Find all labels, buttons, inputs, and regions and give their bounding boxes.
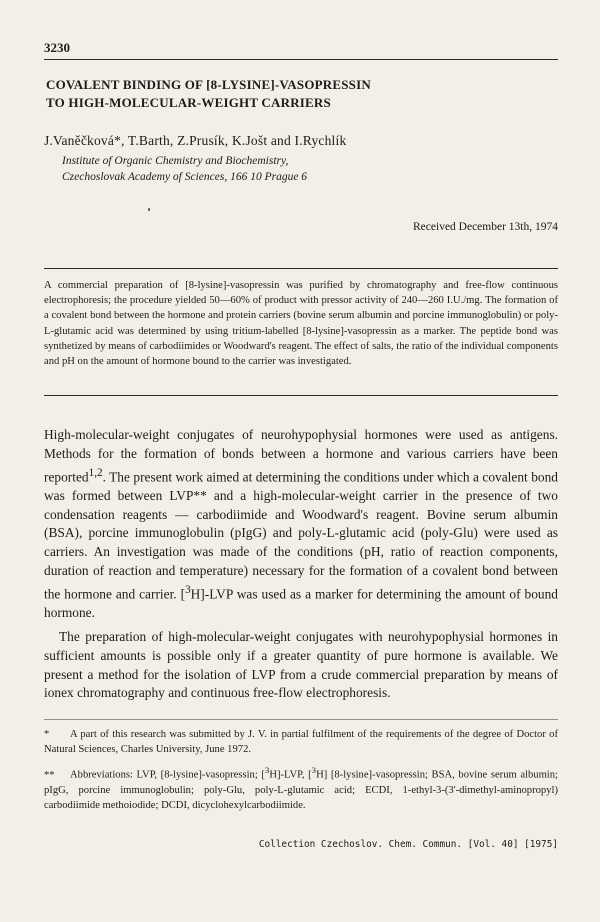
title-line-1: COVALENT BINDING OF [8-LYSINE]-VASOPRESSIN: [46, 77, 371, 92]
footnote-2: [44, 763, 558, 813]
footnote-2-text-a: Abbreviations: LVP, [8-lysine]-vasopressin; [: [70, 769, 265, 781]
paragraph-1: [44, 426, 558, 623]
footnote-2-text-c: H] [8-lysine]-vasopressin; BSA, bovine serum albumin; pIgG, porcine immunoglobulin; poly-Glu, poly-L-glutamic acid; ECDI, 1-ethyl-3-(3'-dimethyl-aminopropyl) carbodiimide methoiodide; DCDI, dicyclohexylcarbodiimide.: [44, 769, 558, 812]
paragraph-2: The preparation of high-molecular-weight conjugates with neurohypophysial hormones in sufficient amounts is possible only if a greater quantity of pure hormone is available. We present a method for the isolation of LVP from a crude commercial preparation by means of ionex chromatography and continuous free-flow electrophoresis.: [44, 628, 558, 701]
journal-citation: Collection Czechoslov. Chem. Commun. [Vol. 40] [1975]: [258, 839, 558, 850]
footnote-2-text-b: H]-LVP, [: [269, 769, 312, 781]
affiliation: [62, 153, 307, 185]
footnote-2-sup-2: 3: [311, 765, 317, 776]
page-number: 3230: [44, 40, 70, 55]
print-speck: [148, 208, 150, 211]
abstract: A commercial preparation of [8-lysine]-vasopressin was purified by chromatography and free-flow continuous electrophoresis; the procedure yielded 50—60% of product with pressor activity of 240—260 I.U./mg. The formation of a covalent bond between the hormone and protein carriers (bovine serum albumin and porcine immunoglobulin) or poly-L-glutamic acid was determined by using tritium-labelled [8-lysine]-vasopressin as a marker. The peptide bond was synthetized by means of carbodiimides or Woodward's reagent. The effect of salts, the ratio of the individual components and pH on the amount of hormone bound to the carrier was investigated.: [44, 280, 558, 368]
footnote-2-mark: **: [44, 769, 55, 781]
footnote-rule: [44, 719, 558, 720]
footnotes: [44, 727, 558, 820]
body-text: [44, 426, 558, 703]
affiliation-line-1: Institute of Organic Chemistry and Biochemistry,: [62, 155, 289, 167]
abstract-bottom-rule: [44, 395, 558, 396]
authors: J.Vaněčková*, T.Barth, Z.Prusík, K.Jošt and I.Rychlík: [44, 133, 347, 148]
paragraph-1-text-b: . The present work aimed at determining the conditions under which a covalent bond was formed between LVP** and a high-molecular-weight carrier in the presence of two condensation reagents — carbodiimide and Woodward's reagent. Bovine serum albumin (BSA), porcine immunoglobulin (pIgG) and poly-L-glutamic acid (poly-Glu) were used as carriers. An investigation was made of the conditions (pH, ratio of reaction components, duration of reaction and temperature) necessary for the formation of a covalent bond between the hormone and carrier. [: [44, 469, 558, 602]
abstract-top-rule: [44, 268, 558, 269]
received-date: Received December 13th, 1974: [413, 221, 558, 233]
footnote-1-text: A part of this research was submitted by J. V. in partial fulfilment of the requirements of the degree of Doctor of Natural Sciences, Charles University, June 1972.: [44, 729, 558, 756]
paragraph-1-text-a: High-molecular-weight conjugates of neurohypophysial hormones were used as antigens. Methods for the formation of bonds between a hormone and various carriers have been reported: [44, 427, 558, 485]
article-title: [46, 76, 546, 112]
journal-page: [44, 0, 558, 922]
header-rule: [44, 59, 558, 60]
footnote-1-mark: *: [44, 729, 50, 740]
title-line-2: TO HIGH-MOLECULAR-WEIGHT CARRIERS: [46, 95, 331, 110]
paragraph-1-text-c: H]-LVP was used as a marker for determining the amount of bound hormone.: [44, 586, 559, 621]
footnote-1: [44, 727, 558, 757]
reference-marker: 1,2: [88, 466, 103, 479]
tritium-superscript: 3: [185, 583, 191, 596]
affiliation-line-2: Czechoslovak Academy of Sciences, 166 10 Prague 6: [62, 171, 308, 183]
footnote-2-sup-1: 3: [264, 765, 270, 776]
